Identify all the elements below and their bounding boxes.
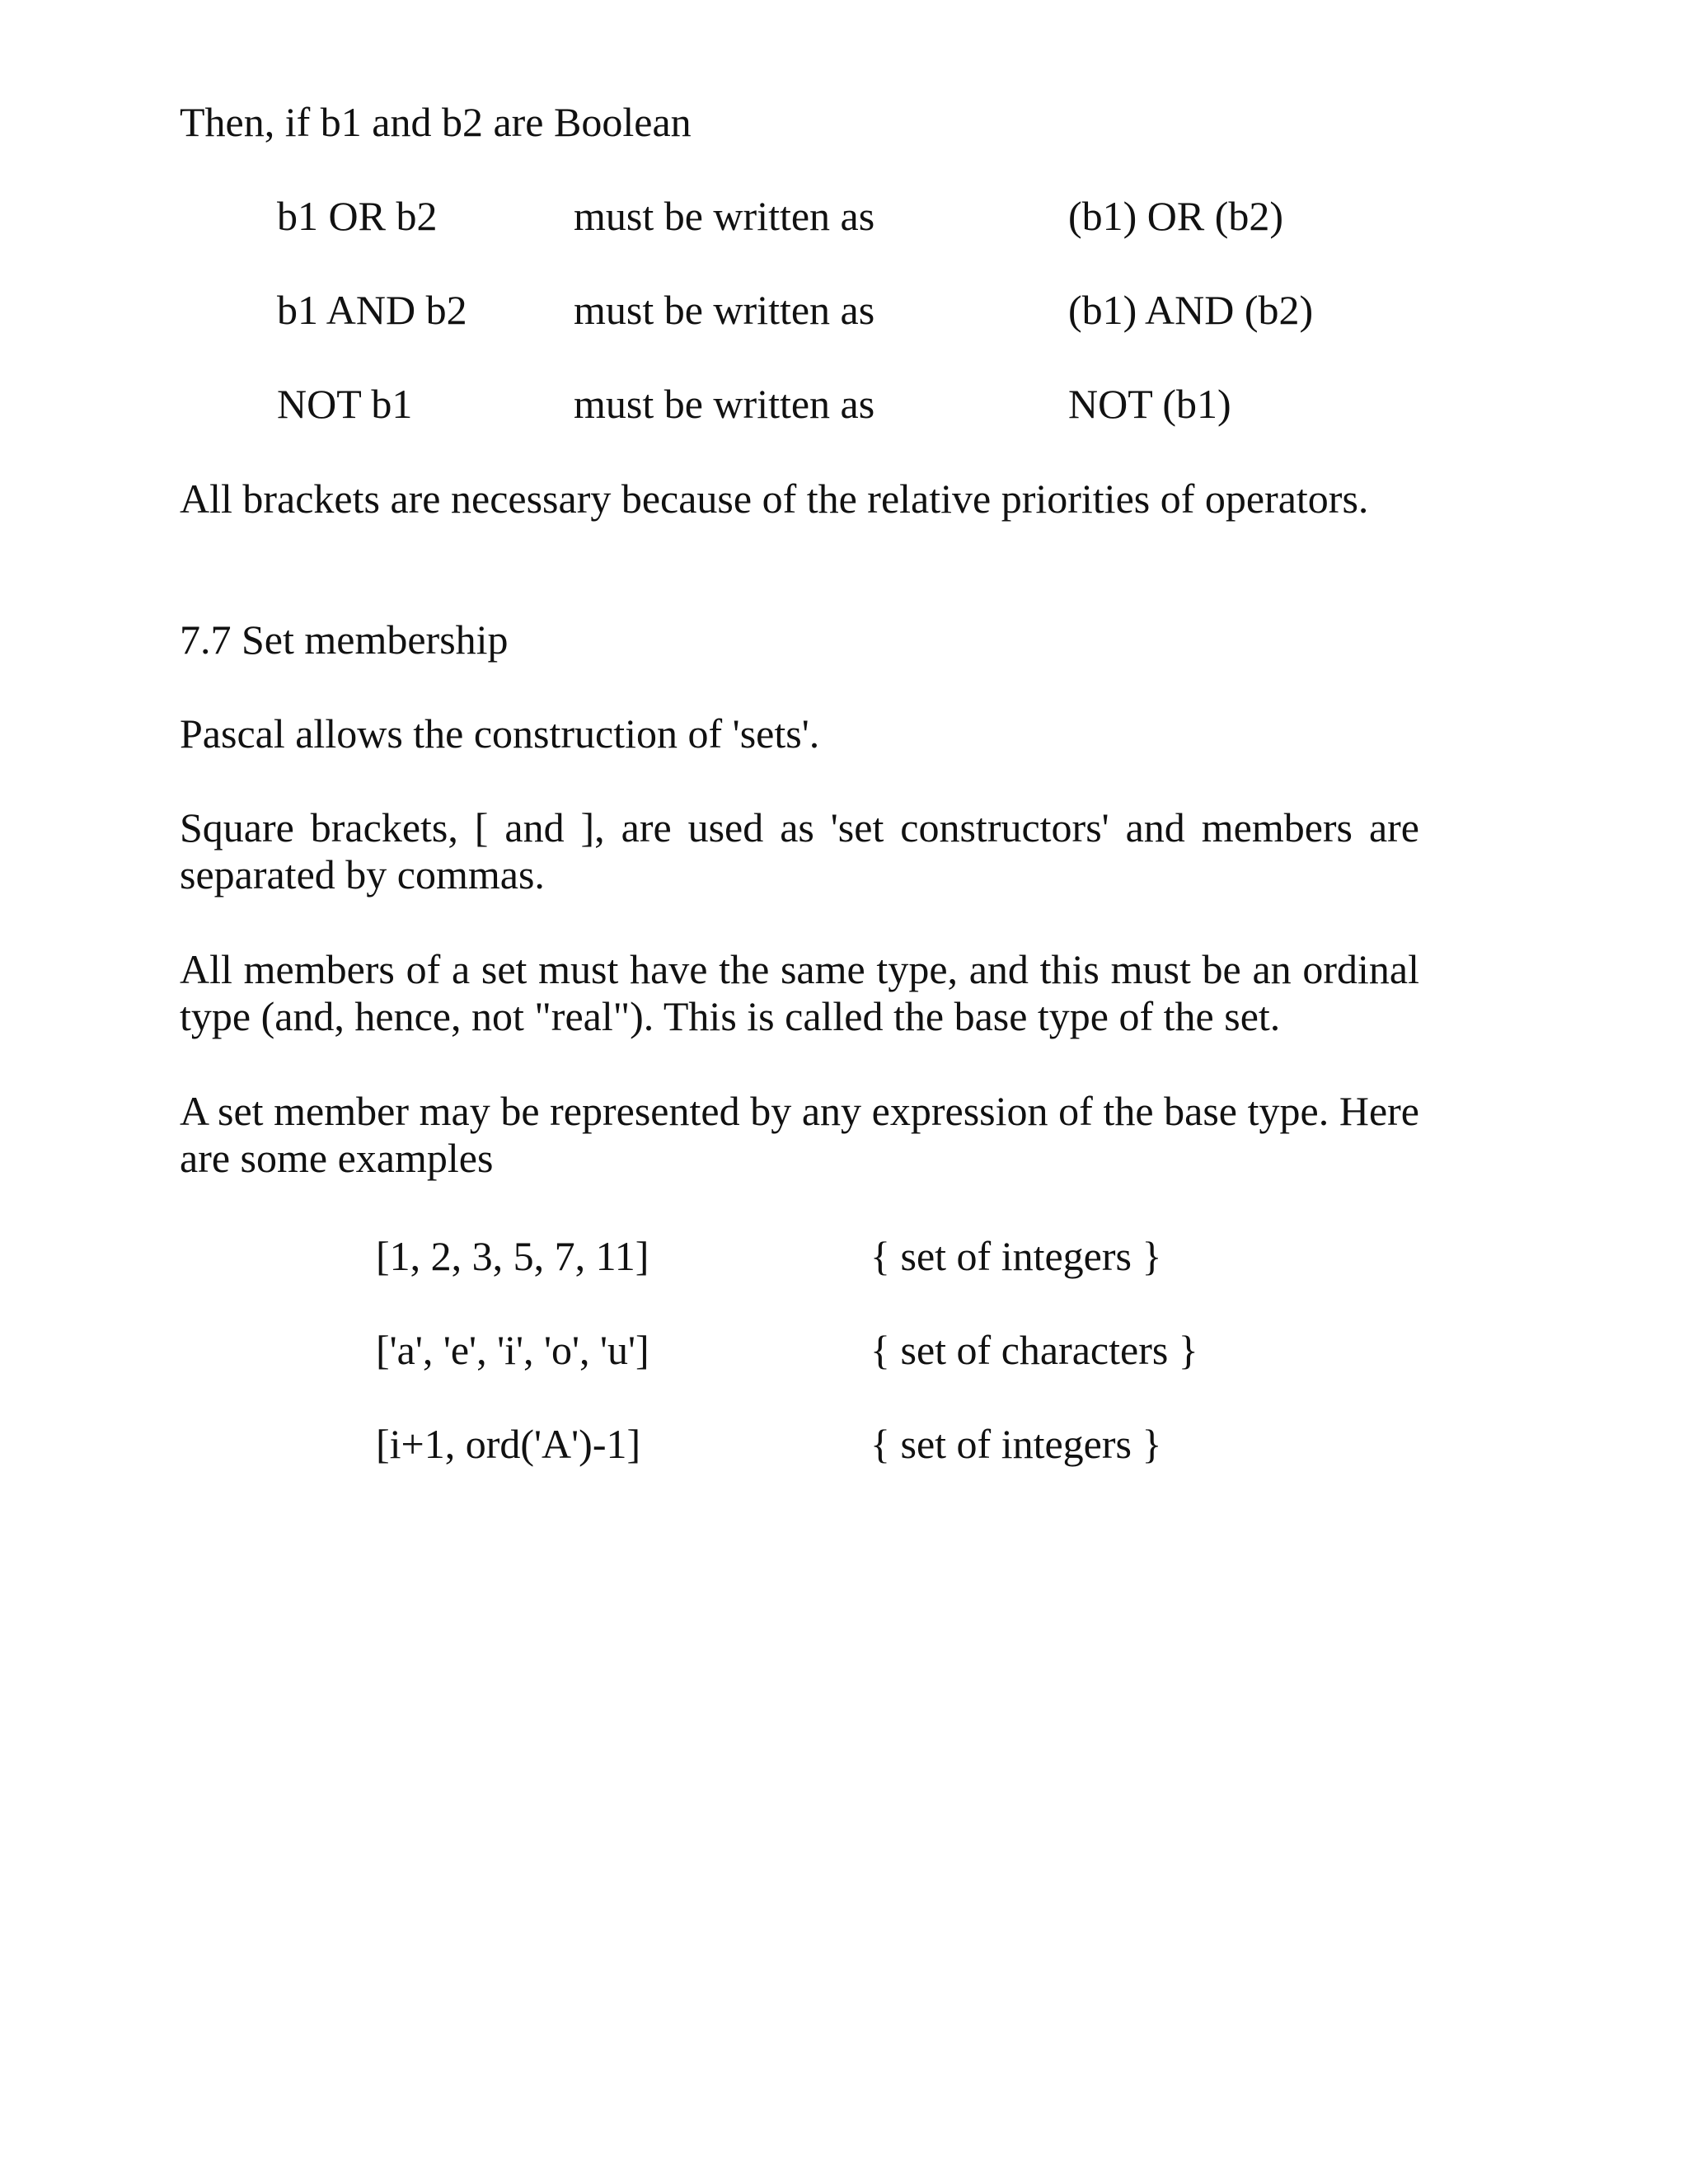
paragraph-set-member: A set member may be represented by any expression of the base type. Here are some examples [180, 1088, 1419, 1181]
boolean-connector-not: must be written as [574, 381, 875, 427]
boolean-connector-and: must be written as [574, 287, 875, 333]
brackets-note: All brackets are necessary because of the relative priorities of operators. [180, 476, 1369, 522]
set-example-expr: [1, 2, 3, 5, 7, 11] [376, 1233, 649, 1279]
boolean-expr-or: b1 OR b2 [277, 193, 438, 239]
section-heading: 7.7 Set membership [180, 616, 509, 663]
set-example-comment: { set of integers } [870, 1233, 1162, 1279]
set-example-comment: { set of integers } [870, 1421, 1162, 1467]
intro-line: Then, if b1 and b2 are Boolean [180, 99, 692, 145]
set-example-expr: [i+1, ord('A')-1] [376, 1421, 641, 1467]
boolean-connector-or: must be written as [574, 193, 875, 239]
boolean-expr-and: b1 AND b2 [277, 287, 467, 333]
set-example-comment: { set of characters } [870, 1327, 1198, 1373]
set-example-expr: ['a', 'e', 'i', 'o', 'u'] [376, 1327, 649, 1373]
paragraph-base-type: All members of a set must have the same type, and this must be an ordinal type (and, hence, not "real"). This is called the base type of the set. [180, 946, 1419, 1039]
boolean-result-not: NOT (b1) [1068, 381, 1231, 427]
boolean-result-or: (b1) OR (b2) [1068, 193, 1284, 239]
boolean-expr-not: NOT b1 [277, 381, 413, 427]
boolean-result-and: (b1) AND (b2) [1068, 287, 1314, 333]
paragraph-sets-intro: Pascal allows the construction of 'sets'. [180, 710, 820, 757]
paragraph-set-constructors: Square brackets, [ and ], are used as 'set constructors' and members are separated by commas. [180, 804, 1419, 898]
